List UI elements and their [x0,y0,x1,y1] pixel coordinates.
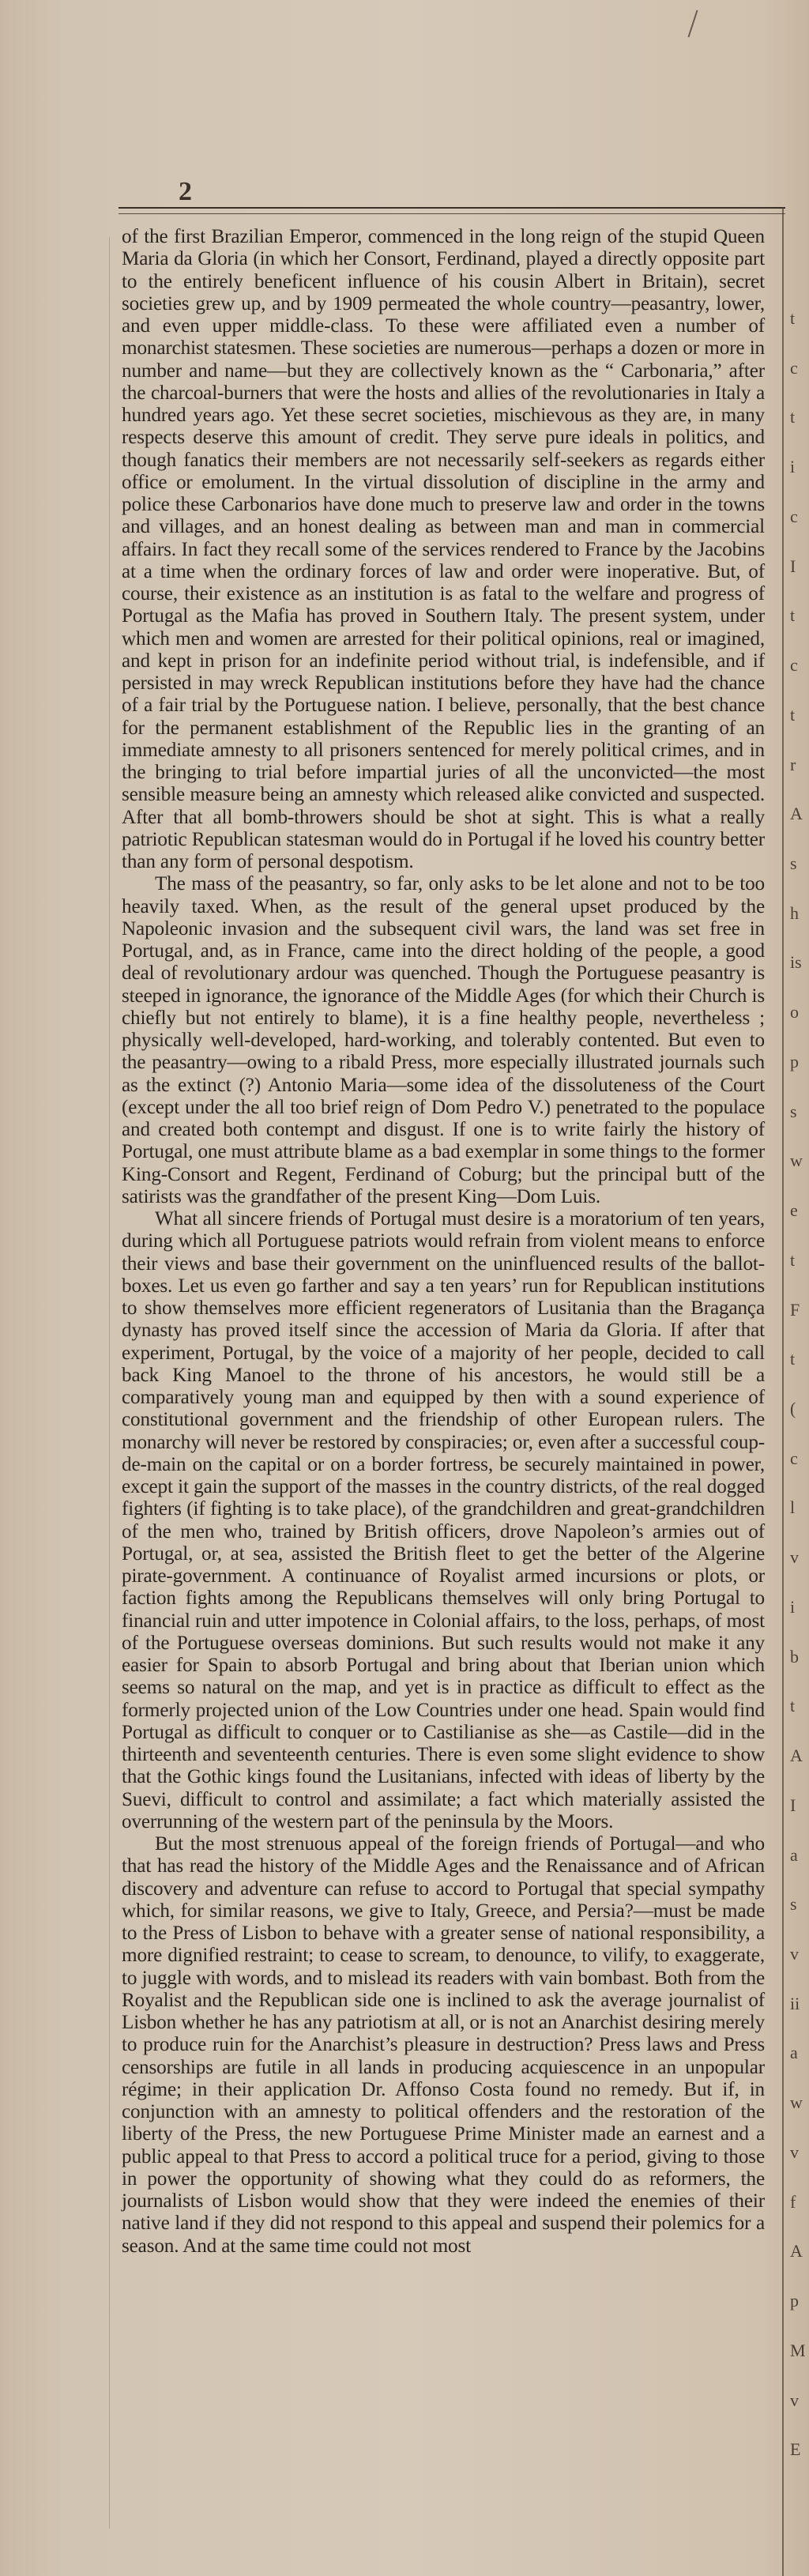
margin-letter: t [790,605,796,626]
margin-letter: b [790,1646,799,1666]
margin-letter: v [790,2141,799,2162]
margin-letter: r [790,754,796,774]
margin-letter: M [790,2340,806,2360]
margin-letter: t [790,1249,796,1270]
article-column [122,226,765,2258]
margin-letter: a [790,2043,798,2063]
margin-letter: a [790,1844,798,1865]
margin-letter: c [790,357,798,378]
header-rule-secondary [119,213,785,214]
margin-letter: s [790,1101,797,1121]
margin-letter: c [790,506,798,526]
margin-letter: A [790,804,803,824]
margin-letter: w [790,1151,803,1171]
margin-letter: t [790,1349,796,1369]
margin-letter: i [790,457,796,477]
margin-letter: c [790,655,798,676]
paragraph-2: The mass of the peasantry, so far, only asks to be let alone and not to be too heavily taxed. When, as the result of the general upset produced by the Napoleonic invasion and the subsequent civil wars, the land was set free in Portugal, and, as in France, came into the direct holding of the people, a good deal of revolutionary ardour was quenched. Though the Portuguese peasantry is steeped in ignorance, the ignorance of the Middle Ages (for which their Church is chiefly but not entirely to blame), it is a fine healthy people, nevertheless ; physically well-developed, hard-working, and tolerably contented. But even to the peasantry—owing to a ribald Press, more especially illustrated journals such as the extinct (?) Antonio Maria—some idea of the dissoluteness of the Court (except under the all too brief reign of Dom Pedro V.) penetrated to the populace and created both contempt and disgust. If one is to write fairly the history of Portugal, one must attribute blame as a bad exemplar in some things to the former King-Consort and Regent, Ferdinand of Coburg; but the principal butt of the satirists was the grandfather of the present King—Dom Luis. [122,873,765,1207]
margin-letter: l [790,1497,796,1518]
margin-letter: ii [790,1993,800,2013]
margin-letter: h [790,902,799,923]
paragraph-4: But the most strenuous appeal of the foreign friends of Portugal—and who that has read the history of the Middle Ages and the Renaissance and of African discovery and adventure can refuse to accord to Portugal that special sympathy which, for similar reasons, we give to Italy, Greece, and Persia?—must be made to the Press of Lisbon to behave with a greater sense of national responsibility, a more dignified restraint; to cease to scream, to denounce, to vilify, to exaggerate, to juggle with words, and to mislead its readers with vain bombast. Both from the Royalist and the Republican side one is inclined to ask the average journalist of Lisbon whether he has any patriotism at all, or is not an Anarchist desiring merely to produce ruin for the Anarchist’s pleasure in destruction? Press laws and Press censorships are futile in all lands in producing acquiescence in an unpopular régime; in their application Dr. Affonso Costa found no remedy. But if, in conjunction with an amnesty to political offenders and the restoration of the liberty of the Press, the new Portuguese Prime Minister made an earnest and a public appeal to that Press to accord a political truce for a period, giving to those in power the opportunity of showing what they could do as reformers, the journalists of Lisbon would show that they were indeed the enemies of their native land if they did not respond to this appeal and suspend their polemics for a season. And at the same time could not most [122,1833,765,2257]
margin-letter: t [790,407,796,427]
margin-letter: c [790,1448,798,1468]
margin-letter: v [790,2390,799,2410]
margin-letter: s [790,853,797,873]
margin-letter: t [790,704,796,725]
margin-letter: o [790,1002,799,1022]
margin-letter: F [790,1299,800,1320]
margin-letter: ( [790,1399,796,1418]
margin-letter: f [790,2191,796,2212]
margin-letter: A [790,1746,803,1766]
margin-letter: I [790,1795,796,1815]
margin-letter: s [790,1894,797,1915]
margin-letter: p [790,1051,799,1071]
page-number: 2 [179,177,192,206]
margin-letter: v [790,1944,799,1964]
paragraph-3: What all sincere friends of Portugal must desire is a moratorium of ten years, during which all Portuguese patriots would refrain from violent means to enforce their views and base their government on the uninfluenced results of the ballot-boxes. Let us even go farther and say a ten years’ run for Republican institutions to show themselves more efficient regenerators of Lusitania than the Bragança dynasty has proved itself since the accession of Maria da Gloria. If after that experiment, Portugal, by the voice of a majority of her people, decided to call back King Manoel to the throne of his ancestors, he would still be a comparatively young man and equipped by then with a sound experience of constitutional government and the friendship of other European rulers. The monarchy will never be restored by conspiracies; or, even after a successful coup-de-main on the capital or on a border fortress, be securely maintained in power, except it gain the support of the masses in the country districts, of the real dogged fighters (if fighting is to take place), of the grandchildren and great-grandchildren of the men who, trained by British officers, drove Napoleon’s armies out of Portugal, or, at sea, assisted the British fleet to get the better of the Algerine pirate-government. A continuance of Royalist armed incursions or plots, or faction fights among the Republicans themselves will only bring Portugal to financial ruin and utter impotence in Colonial affairs, to the loss, perhaps, of most of the Portuguese overseas dominions. But such results would not make it any easier for Spain to absorb Portugal and bring about that Iberian union which seems so natural on the map, and yet is in practice as difficult to effect as the formerly projected union of the Low Countries under one head. Spain would find Portugal as difficult to conquer or to Castilianise as she—as Castile—did in the thirteenth and seventeenth centuries. There is even some slight evidence to show that the Gothic kings found the Lusitanians, infected with ideas of liberty by the Suevi, difficult to control and assimilate; a fact which materially assisted the overrunning of the western part of the peninsula by the Moors. [122,1208,765,1832]
margin-letter: is [790,952,802,973]
margin-letter: E [790,2439,801,2460]
left-margin-rule [109,237,110,2529]
margin-letter: w [790,2092,803,2113]
margin-letter: i [790,1596,796,1617]
margin-letter: v [790,1547,799,1568]
margin-letter: I [790,555,796,576]
margin-letter: p [790,2291,799,2311]
header-rule [119,207,785,209]
paragraph-1: of the first Brazilian Emperor, commenced in the long reign of the stupid Queen Maria da Gloria (in which her Consort, Ferdinand, played a directly opposite part to the entirely beneficent influence of his cousin Albert in Britain), secret societies grew up, and by 1909 permeated the whole country—peasantry, lower, and even upper middle-class. To these were affiliated even a number of monarchist statesmen. These societies are numerous—perhaps a dozen or more in number and name—but they are collectively known as the “ Carbonaria,” after the charcoal-burners that were the hosts and allies of the revolutionaries in Italy a hundred years ago. Yet these secret societies, mischievous as they are, in many respects deserve this amount of credit. They serve pure ideals in politics, and though fanatics their members are not necessarily self-seekers as regards either office or emolument. In the virtual dissolution of discipline in the army and police these Carbonarios have done much to preserve law and order in the towns and villages, and an honest dealing as between man and man in commercial affairs. In fact they recall some of the services rendered to France by the Jacobins at a time when the ordinary forces of law and order were inoperative. But, of course, their existence as an institution is as fatal to the welfare and progress of Portugal as the Mafia has proved in Southern Italy. The present system, under which men and women are arrested for their political opinions, real or imagined, and kept in prison for an indefinite period without trial, is indefensible, and if persisted in may wreck Republican institutions before they have had the chance of a fair trial by the Portuguese nation. I believe, personally, that the best chance for the permanent establishment of the Republic lies in the granting of an immediate amnesty to all prisoners sentenced for merely political crimes, and in the bringing to trial before impartial juries of all the unconvicted—the most sensible measure being an amnesty which released alike convicted and suspected. After that all bomb-throwers should be shot at sight. This is what a really patriotic Republican statesman would do in Portugal if he loved his country better than any form of personal despotism. [122,226,765,872]
pencil-mark [687,10,698,38]
margin-letter: e [790,1200,798,1221]
margin-letter: A [790,2241,803,2262]
margin-letter: t [790,1696,796,1716]
column-rule [782,207,784,2576]
margin-letter: t [790,308,796,328]
